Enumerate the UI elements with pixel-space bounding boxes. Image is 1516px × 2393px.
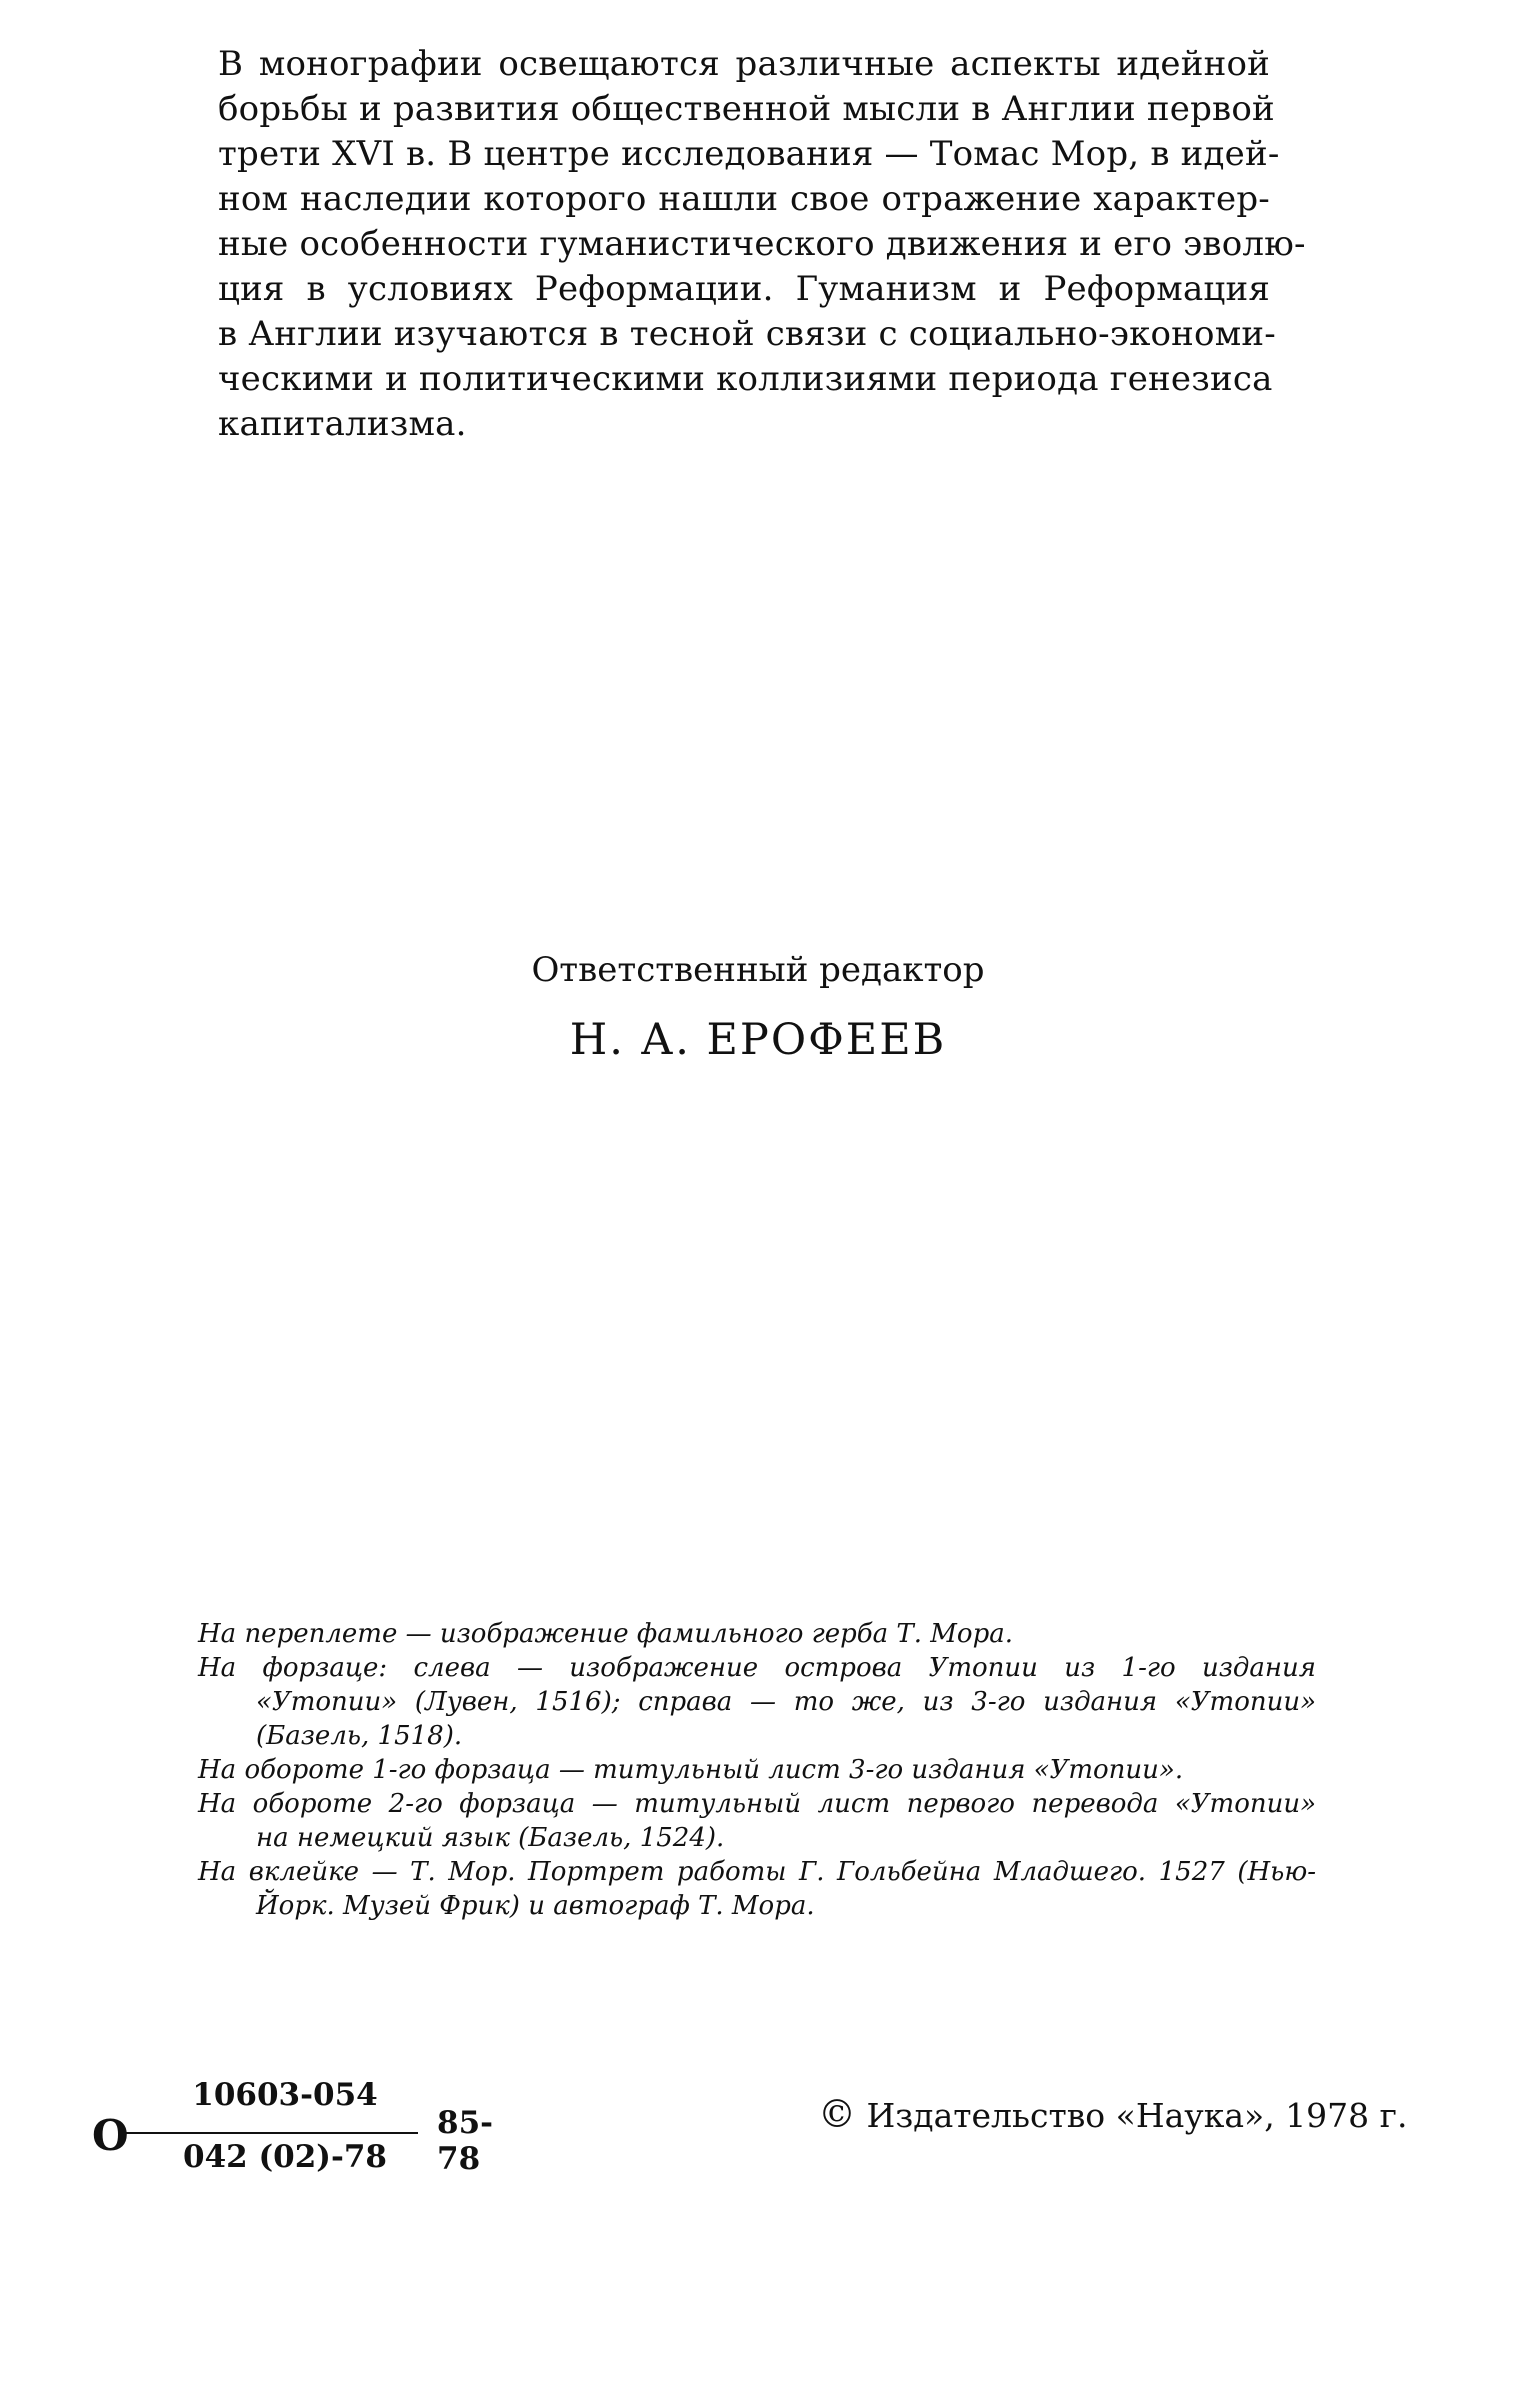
note-line: На обороте 2-го форзаца — титульный лист первого перевода «Утопии» (198, 1789, 1316, 1819)
editor-name: Н. А. ЕРОФЕЕВ (569, 1015, 947, 1065)
abstract-line: ческими и политическими коллизиями периода генезиса (218, 359, 1273, 399)
abstract-line: ция в условиях Реформации. Гуманизм и Реформация (218, 269, 1270, 309)
abstract-line: В монографии освещаются различные аспекты идейной (218, 44, 1270, 84)
note-line: на немецкий язык (Базель, 1524). (256, 1823, 725, 1853)
note-line: На переплете — изображение фамильного герба Т. Мора. (198, 1619, 1013, 1649)
abstract-line: в Англии изучаются в тесной связи с социально-экономи- (218, 314, 1276, 354)
note-line: На обороте 1-го форзаца — титульный лист 3-го издания «Утопии». (198, 1755, 1184, 1785)
abstract-line: капитализма. (218, 404, 467, 444)
abstract-line: ном наследии которого нашли свое отражение характер- (218, 179, 1270, 219)
note-line: Йорк. Музей Фрик) и автограф Т. Мора. (256, 1891, 815, 1921)
abstract-line: трети XVI в. В центре исследования — Томас Мор, в идей- (218, 134, 1280, 174)
copyright-line (818, 2092, 1407, 2138)
abstract-line: ные особенности гуманистического движения и его эволю- (218, 224, 1306, 264)
note-line: «Утопии» (Лувен, 1516); справа — то же, из 3-го издания «Утопии» (256, 1687, 1316, 1717)
classification-letter: О (92, 2111, 129, 2160)
copyright-text: Издательство «Наука», 1978 г. (866, 2096, 1408, 2135)
abstract-line: борьбы и развития общественной мысли в Англии первой (218, 89, 1275, 129)
editor-role: Ответственный редактор (531, 950, 985, 990)
note-line: (Базель, 1518). (256, 1721, 463, 1751)
classification-denominator: 042 (02)-78 (183, 2139, 387, 2175)
copyright-icon: © (818, 2092, 856, 2136)
abstract-paragraph (218, 42, 1306, 447)
illustration-notes (198, 1617, 1316, 1923)
classification-code (92, 2077, 494, 2197)
note-line: На форзаце: слева — изображение острова Утопии из 1-го издания (198, 1653, 1316, 1683)
fraction-rule (122, 2132, 418, 2134)
classification-numerator: 10603-054 (192, 2077, 378, 2113)
classification-suffix: 85-78 (437, 2105, 494, 2177)
note-line: На вклейке — Т. Мор. Портрет работы Г. Гольбейна Младшего. 1527 (Нью- (198, 1857, 1316, 1887)
